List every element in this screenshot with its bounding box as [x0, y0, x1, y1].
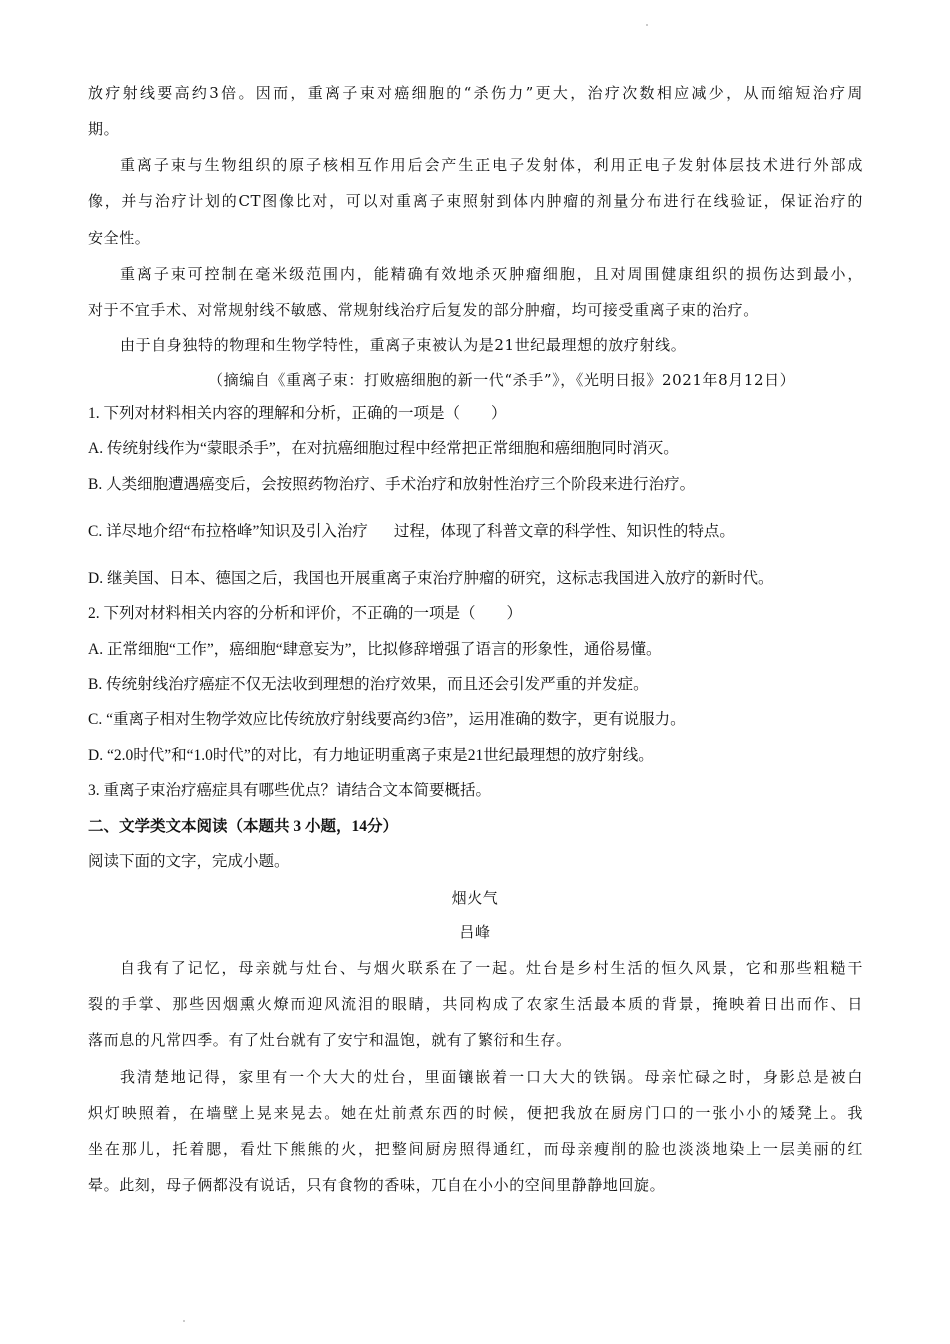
essay-line: 晕。此刻，母子俩都没有说话，只有食物的香味，兀自在小小的空间里静静地回旋。 — [88, 1176, 666, 1194]
source-citation: （摘编自《重离子束：打败癌细胞的新一代“杀手”》，《光明日报》2021年8月12日） — [208, 371, 796, 389]
passage-line: 像，并与治疗计划的CT图像比对，可以对重离子束照射到体内肿瘤的剂量分布进行在线验证，保证治疗的 — [88, 192, 863, 210]
essay-line: 坐在那儿，托着腮，看灶下熊熊的火，把整间厨房照得通红，而母亲瘦削的脸也淡淡地染上一层美丽的红 — [88, 1140, 863, 1158]
passage-line: 重离子束与生物组织的原子核相互作用后会产生正电子发射体，利用正电子发射体层技术进行外部成 — [120, 156, 863, 174]
essay-line: 裂的手掌、那些因烟熏火燎而迎风流泪的眼睛，共同构成了农家生活最本质的背景，掩映着日出而作、日 — [88, 995, 863, 1013]
essay-line: 炽灯映照着，在墙壁上晃来晃去。她在灶前煮东西的时候，便把我放在厨房门口的一张小小的矮凳上。我 — [88, 1104, 863, 1122]
scan-speck — [646, 24, 648, 26]
option-c-text-part1: C. 详尽地介绍“布拉格峰”知识及引入治疗 — [88, 523, 368, 540]
question-2-option-d: D. “2.0时代”和“1.0时代”的对比，有力地证明重离子束是21世纪最理想的放疗射线。 — [88, 747, 654, 764]
section-instruction: 阅读下面的文字，完成小题。 — [88, 853, 290, 870]
essay-line: 我清楚地记得，家里有一个大大的灶台，里面镶嵌着一口大大的铁锅。母亲忙碌之时，身影总是被白 — [120, 1068, 863, 1086]
question-1-option-c — [88, 522, 863, 542]
essay-line: 自我有了记忆，母亲就与灶台、与烟火联系在了一起。灶台是乡村生活的恒久风景，它和那些粗糙干 — [120, 959, 863, 977]
passage-line: 对于不宜手术、对常规射线不敏感、常规射线治疗后复发的部分肿瘤，均可接受重离子束的治疗。 — [88, 301, 759, 319]
option-c-text-part2: 过程，体现了科普文章的科学性、知识性的特点。 — [393, 523, 735, 540]
question-3-stem: 3. 重离子束治疗癌症具有哪些优点？请结合文本简要概括。 — [88, 782, 492, 799]
essay-line: 落而息的凡常四季。有了灶台就有了安宁和温饱，就有了繁衍和生存。 — [88, 1031, 572, 1049]
question-2-option-b: B. 传统射线治疗癌症不仅无法收到理想的治疗效果，而且还会引发严重的并发症。 — [88, 676, 649, 693]
essay-author: 吕峰 — [459, 923, 491, 941]
passage-line: 期。 — [88, 120, 120, 138]
question-1-option-b: B. 人类细胞遭遇癌变后，会按照药物治疗、手术治疗和放射性治疗三个阶段来进行治疗。 — [88, 476, 696, 493]
essay-title: 烟火气 — [451, 889, 499, 907]
passage-line: 由于自身独特的物理和生物学特性，重离子束被认为是21世纪最理想的放疗射线。 — [120, 336, 687, 354]
section-heading: 二、文学类文本阅读（本题共 3 小题，14分） — [88, 818, 399, 835]
question-2-stem: 2. 下列对材料相关内容的分析和评价，不正确的一项是（ ） — [88, 605, 523, 622]
passage-line: 重离子束可控制在毫米级范围内，能精确有效地杀灭肿瘤细胞，且对周围健康组织的损伤达到最小， — [120, 265, 863, 283]
question-1-option-d: D. 继美国、日本、德国之后，我国也开展重离子束治疗肿瘤的研究，这标志我国进入放疗的新时代。 — [88, 570, 774, 587]
question-1-option-a: A. 传统射线作为“蒙眼杀手”，在对抗癌细胞过程中经常把正常细胞和癌细胞同时消灭。 — [88, 440, 679, 457]
question-2-option-c: C. “重离子相对生物学效应比传统放疗射线要高约3倍”，运用准确的数字，更有说服力。 — [88, 711, 686, 728]
question-2-option-a: A. 正常细胞“工作”，癌细胞“肆意妄为”，比拟修辞增强了语言的形象性，通俗易懂。 — [88, 641, 662, 658]
question-1-stem: 1. 下列对材料相关内容的理解和分析，正确的一项是（ ） — [88, 405, 507, 422]
scan-speck — [183, 1320, 185, 1322]
passage-line: 安全性。 — [88, 229, 151, 247]
passage-line: 放疗射线要高约3倍。因而，重离子束对癌细胞的“杀伤力”更大，治疗次数相应减少，从而缩短治疗周 — [88, 84, 863, 102]
